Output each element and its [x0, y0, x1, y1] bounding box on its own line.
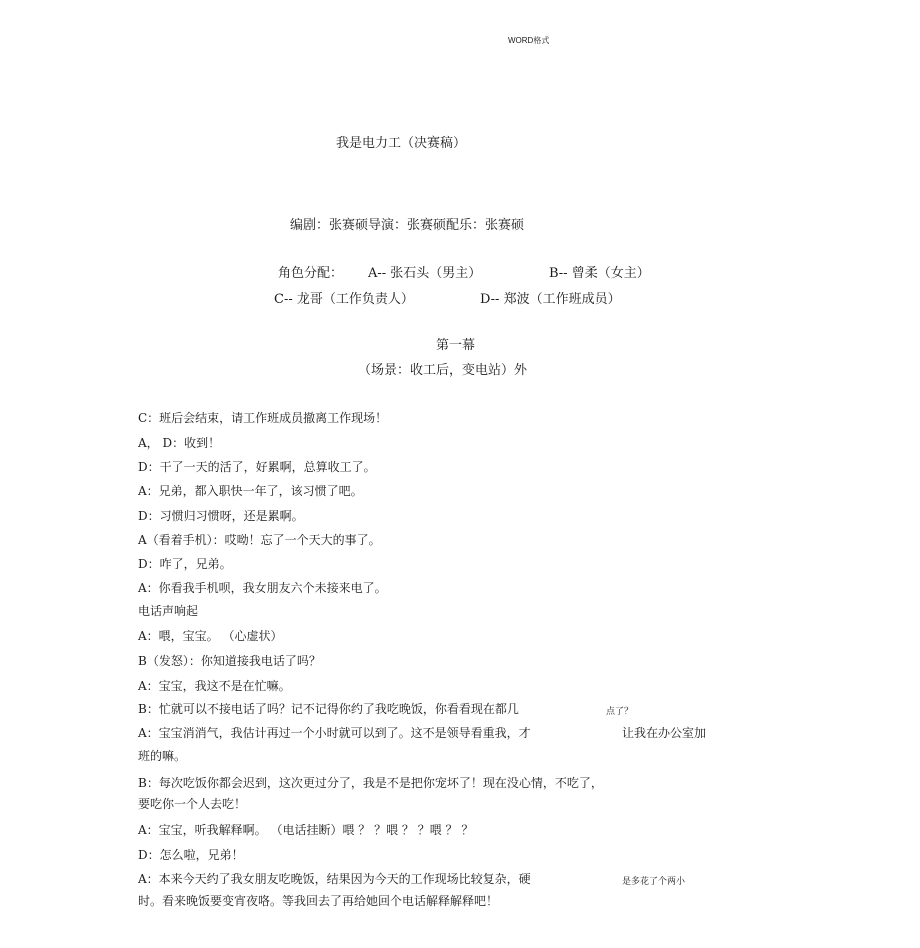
dialogue-line: A：宝宝消消气，我估计再过一个小时就可以到了。这不是领导看重我，才	[138, 726, 531, 740]
dialogue-line: 时。看来晚饭要变宵夜咯。等我回去了再给她回个电话解释解释吧！	[138, 894, 499, 908]
dialogue-line: A， D：收到！	[138, 436, 221, 450]
stage-direction: 电话声响起	[138, 604, 199, 618]
dialogue-line: D：咋了，兄弟。	[138, 557, 232, 571]
dialogue-line: D：习惯归习惯呀，还是累啊。	[138, 509, 304, 523]
role-c: C-- 龙哥（工作负责人）	[274, 292, 414, 307]
dialogue-line: A：喂，宝宝。 （心虚状）	[138, 629, 283, 643]
dialogue-line: A：本来今天约了我女朋友吃晚饭，结果因为今天的工作现场比较复杂，硬	[138, 872, 531, 886]
dialogue-fragment: 点了？	[606, 707, 634, 717]
script-title: 我是电力工（决赛稿）	[336, 136, 467, 151]
roles-label: 角色分配：	[278, 266, 344, 281]
dialogue-line: B（发怒）：你知道接我电话了吗？	[138, 654, 321, 668]
dialogue-line: A：宝宝，听我解释啊。 （电话挂断）喂 ？ ？喂 ？ ？喂 ？ ？	[138, 823, 474, 837]
dialogue-line: A：宝宝，我这不是在忙嘛。	[138, 679, 291, 693]
dialogue-line: D：干了一天的活了，好累啊，总算收工了。	[138, 460, 376, 474]
dialogue-line: B：每次吃饭你都会迟到，这次更过分了，我是不是把你宠坏了！现在没心情，不吃了，	[138, 776, 603, 790]
act-title: 第一幕	[436, 338, 476, 353]
dialogue-line: A（看着手机）：哎呦！忘了一个天大的事了。	[138, 533, 381, 547]
credits-line: 编剧：张赛硕导演：张赛硕配乐：张赛硕	[290, 218, 525, 233]
page-header: WORD格式	[508, 36, 550, 45]
dialogue-line: C：班后会结束，请工作班成员撤离工作现场！	[138, 411, 388, 425]
dialogue-line: D：怎么啦，兄弟！	[138, 848, 244, 862]
dialogue-line: B：忙就可以不接电话了吗？记不记得你约了我吃晚饭，你看看现在都几	[138, 702, 519, 716]
scene-description: （场景：收工后，变电站）外	[358, 363, 528, 378]
dialogue-line: A：你看我手机呗，我女朋友六个未接来电了。	[138, 581, 387, 595]
dialogue-line: 班的嘛。	[138, 749, 187, 763]
role-b: B-- 曾柔（女主）	[549, 266, 650, 281]
role-d: D-- 郑波（工作班成员）	[480, 292, 621, 307]
dialogue-line: 要吃你一个人去吃！	[138, 797, 247, 811]
role-a: A-- 张石头（男主）	[368, 266, 482, 281]
dialogue-fragment: 是多花了个两小	[622, 877, 686, 887]
dialogue-fragment: 让我在办公室加	[622, 726, 707, 740]
dialogue-line: A：兄弟，都入职快一年了，该习惯了吧。	[138, 484, 363, 498]
